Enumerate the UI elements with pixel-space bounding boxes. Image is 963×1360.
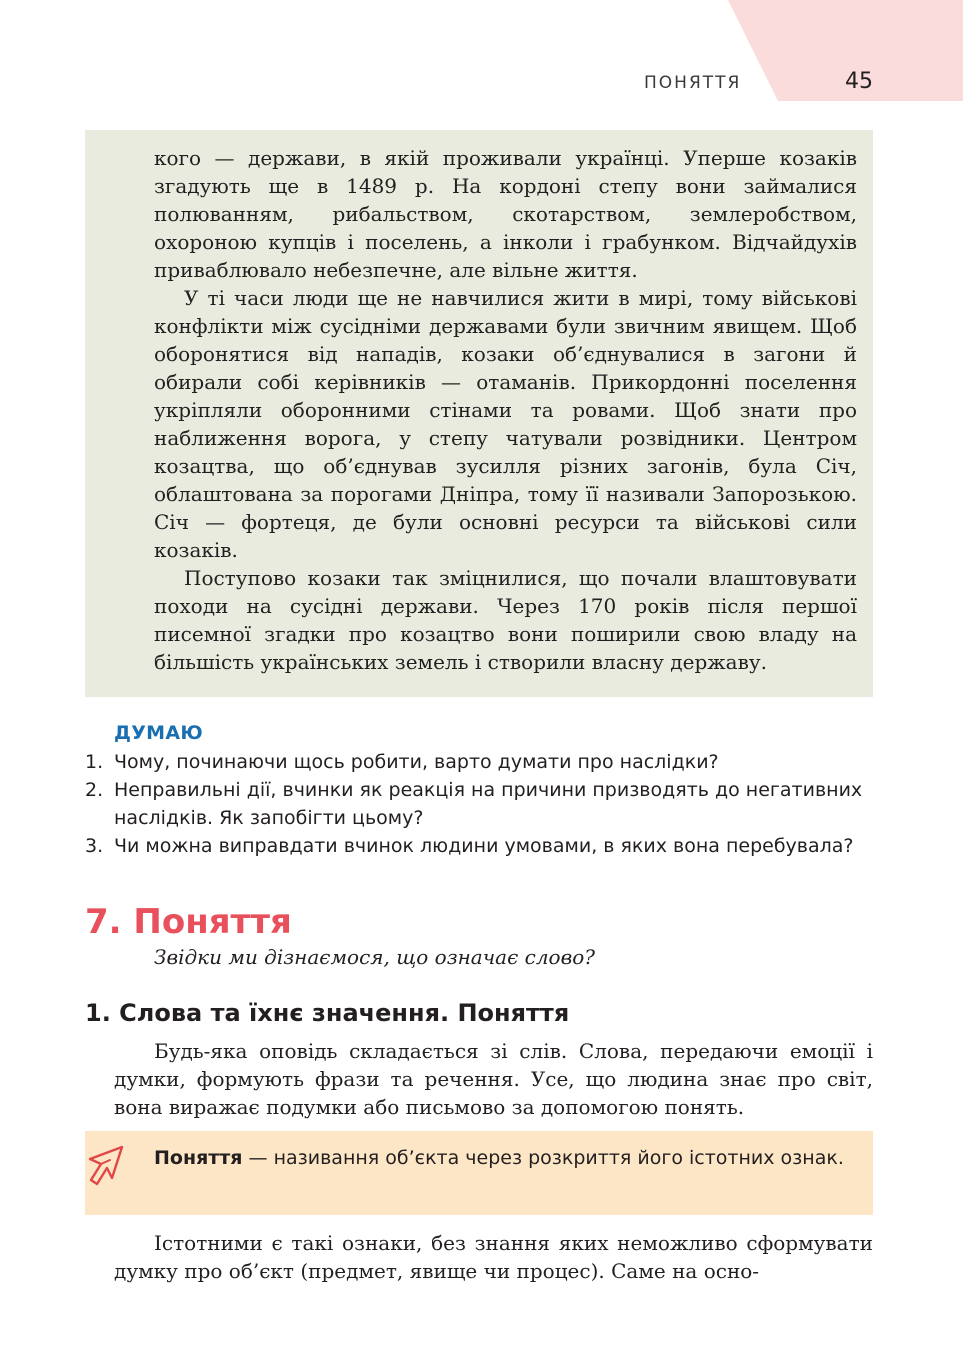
question-text: Чи можна виправдати вчинок людини умовами, в яких вона перебувала? (114, 835, 854, 857)
corner-decoration (0, 0, 963, 110)
story-paragraph: кого — держави, в якій проживали українці. Уперше козаків згадують ще в 1489 р. На кордоні степу вони займалися полюванням, рибальством, скотарством, землеробством, охороною купців і поселень, а інколи і грабунком. Відчайдухів приваблювало небезпечне, але вільне життя. (154, 146, 857, 282)
question-item (85, 832, 885, 860)
definition-text (154, 1144, 856, 1172)
think-heading: ДУМАЮ (114, 722, 203, 744)
subsection-title: 1. Слова та їхнє значення. Поняття (85, 999, 570, 1027)
question-item (85, 748, 885, 776)
question-text: Чому, починаючи щось робити, варто думати про наслідки? (114, 751, 719, 773)
running-head: ПОНЯТТЯ (644, 73, 742, 93)
section-title: 7. Поняття (85, 902, 292, 942)
question-number: 3. (85, 835, 104, 857)
story-paragraph: У ті часи люди ще не навчилися жити в мирі, тому військові конфлікти між сусідніми державами були звичним явищем. Щоб оборонятися від нападів, козаки об’єднувалися в загони й обирали собі керівників — отаманів. Прикордонні поселення укріпляли оборонними стінами та ровами. Щоб знати про наближення ворога, у степу чатували розвідники. Центром козацтва, що об’єднував зусилля різних загонів, була Січ, облаштована за порогами Дніпра, тому її називали Запорозькою. Січ — фортеця, де були основні ресурси та військові сили козаків. (154, 286, 857, 562)
question-item (85, 776, 885, 832)
page-number: 45 (845, 69, 873, 94)
question-number: 1. (85, 751, 104, 773)
section-subtitle: Звідки ми дізнаємося, що означає слово? (154, 945, 596, 969)
story-paragraph: Поступово козаки так зміцнилися, що почали влаштовувати походи на сусідні держави. Через 170 років після першої писемної згадки про козацтво вони поширили свою владу на більшість українських земель і створили власну державу. (154, 566, 857, 674)
story-text (154, 144, 857, 676)
body-paragraph: Будь-яка оповідь складається зі слів. Слова, передаючи емоції і думки, формують фрази та речення. Усе, що людина знає про світ, вона виражає подумки або письмово за допомогою понять. (114, 1039, 873, 1119)
question-number: 2. (85, 779, 104, 801)
pointer-arrow-icon (86, 1143, 126, 1187)
body-paragraph: Істотними є такі ознаки, без знання яких неможливо сформувати думку про об’єкт (предмет, явище чи процес). Саме на осно- (114, 1231, 873, 1283)
definition-body: — називання об’єкта через розкриття його істотних ознак. (242, 1147, 844, 1169)
definition-term: Поняття (154, 1147, 243, 1169)
question-text: Неправильні дії, вчинки як реакція на причини призводять до негативних наслідків. Як запобігти цьому? (114, 779, 863, 829)
question-list (85, 748, 885, 860)
